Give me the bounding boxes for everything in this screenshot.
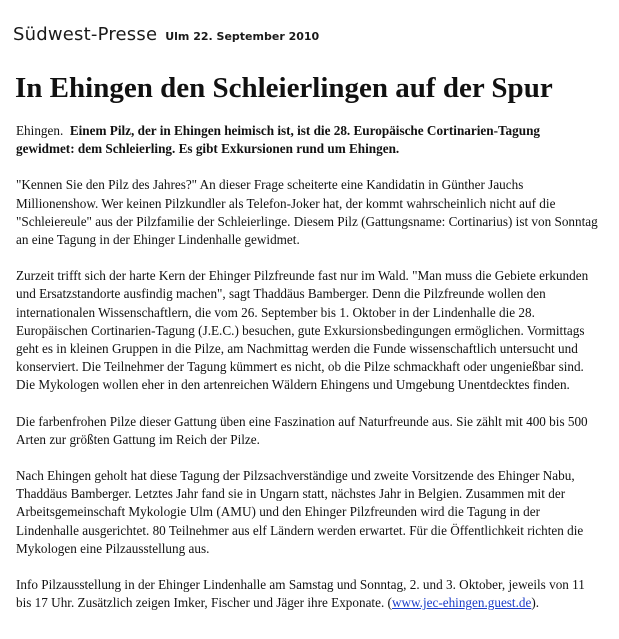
paragraph-2: Zurzeit trifft sich der harte Kern der Ehinger Pilzfreunde fast nur im Wald. "Man muss die Gebiete erkunden und Ersatzstandorte ausfindig machen", sagt Thaddäus Bamberger. Denn die Pilzfreunde wollen den internationalen Wissenschaftlern, die vom 26. September bis 1. Oktober in der Lindenhalle die 28. Europäischen Cortinarien-Tagung (J.E.C.) besuchen, gute Exkursionsbedingungen ermöglichen. Vormittags geht es in kleinen Gruppen in die Pilze, am Nachmittag werden die Funde wissenschaftlich untersucht und konserviert. Die Teilnehmer der Tagung kümmert es nicht, ob die Pilze schmackhaft oder ungenießbar sind. Die Mykologen wollen eher in den artenreichen Wäldern Ehingens und Umgebung Unentdecktes finden. bbox=[16, 268, 589, 393]
info-tail: ). bbox=[531, 595, 540, 611]
newspaper-name: Südwest-Presse bbox=[13, 24, 158, 45]
website-link[interactable]: www.jec-ehingen.guest.de bbox=[391, 595, 532, 611]
lead-summary: Einem Pilz, der in Ehingen heimisch ist, ist die 28. Europäische Cortinarien-Tagung gewidmet: dem Schleierling. Es gibt Exkursionen rund um Ehingen. bbox=[16, 123, 541, 157]
lead-place: Ehingen. bbox=[16, 123, 64, 138]
lead-paragraph bbox=[16, 122, 601, 158]
dateline: Ulm 22. September 2010 bbox=[165, 30, 320, 43]
article-headline: In Ehingen den Schleierlingen auf der Spur bbox=[15, 72, 553, 104]
paragraph-3: Die farbenfrohen Pilze dieser Gattung üben eine Faszination auf Naturfreunde aus. Sie zählt mit 400 bis 500 Arten zur größten Gattung im Reich der Pilze. bbox=[16, 413, 588, 447]
article-body bbox=[16, 122, 601, 630]
info-paragraph bbox=[16, 576, 601, 612]
paragraph-1: "Kennen Sie den Pilz des Jahres?" An dieser Frage scheiterte eine Kandidatin in Günther Jauchs Millionenshow. Wer keinen Pilzkundler als Telefon-Joker hat, der kommt wahrscheinlich nicht auf die "Schleiereule" aus der Pilzfamilie der Schleierlinge. Diesem Pilz (Gattungsname: Cortinarius) ist von Sonntag an eine Tagung in der Ehinger Lindenhalle gewidmet. bbox=[16, 177, 598, 248]
info-text: Info Pilzausstellung in der Ehinger Lindenhalle am Samstag und Sonntag, 2. und 3. Oktober, jeweils von 11 bis 17 Uhr. Zusätzlich zeigen Imker, Fischer und Jäger ihre Exponate. ( bbox=[16, 577, 585, 611]
paragraph-4: Nach Ehingen geholt hat diese Tagung der Pilzsachverständige und zweite Vorsitzende des Ehinger Nabu, Thaddäus Bamberger. Letztes Jahr fand sie in Ungarn statt, nächstes Jahr in Belgien. Zusammen mit der Arbeitsgemeinschaft Mykologie Ulm (AMU) und den Ehinger Pilzfreunden wird die Tagung in der Lindenhalle ausgerichtet. 80 Teilnehmer aus elf Ländern werden erwartet. Für die Öffentlichkeit richten die Mykologen eine Pilzausstellung aus. bbox=[16, 468, 584, 556]
masthead bbox=[13, 25, 319, 47]
